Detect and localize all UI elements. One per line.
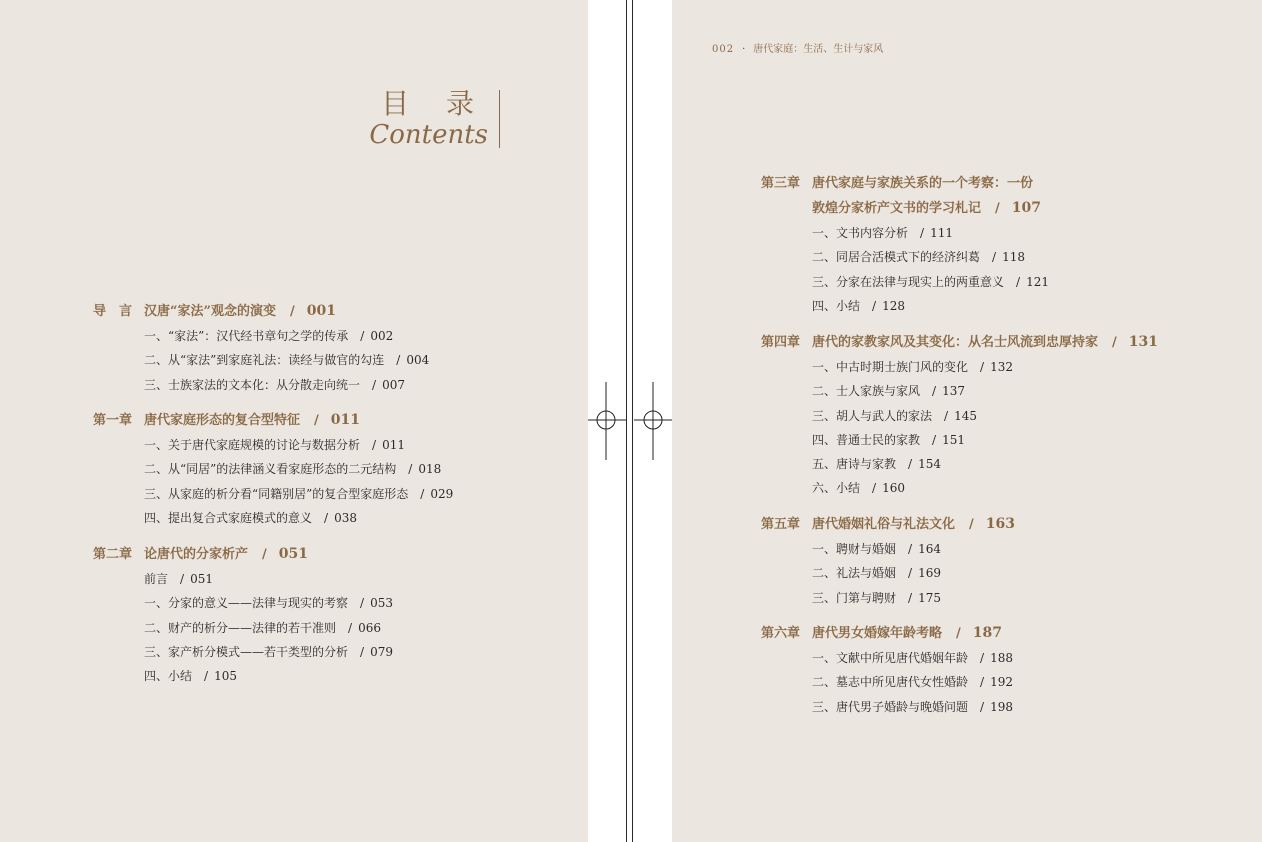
section-title: 一、中古时期士族门风的变化	[812, 360, 969, 374]
toc-entry[interactable]	[144, 457, 453, 481]
page-separator: /	[969, 517, 974, 532]
toc-title-english: Contents	[369, 120, 488, 150]
toc-entry[interactable]	[812, 404, 1158, 428]
running-header-separator: ·	[742, 44, 746, 55]
section-page-number: 192	[990, 675, 1013, 690]
running-header-book-title: 唐代家庭：生活、生计与家风	[753, 44, 884, 55]
running-header	[712, 43, 883, 57]
toc-entry[interactable]	[812, 476, 1158, 500]
page-separator: /	[360, 329, 365, 343]
section-title: 二、从“同居”的法律涵义看家庭形态的二元结构	[144, 462, 397, 477]
chapter-page-number: 051	[278, 546, 308, 562]
section-page-number: 121	[1026, 274, 1049, 289]
chapter-label: 第三章	[761, 176, 801, 191]
toc-entry[interactable]	[812, 646, 1013, 670]
section-page-number: 038	[334, 510, 357, 525]
toc-entry[interactable]	[812, 537, 1015, 561]
toc-entry[interactable]	[144, 640, 393, 664]
chapter-title: 唐代婚姻礼俗与礼法文化	[812, 517, 956, 532]
page-separator: /	[944, 408, 949, 423]
registration-mark-icon	[634, 382, 672, 460]
toc-entry[interactable]	[144, 616, 393, 640]
section-title: 一、文书内容分析	[812, 226, 909, 240]
section-page-number: 118	[1002, 250, 1025, 265]
section-title: 四、小结	[812, 298, 861, 313]
toc-chapter-intro	[93, 299, 429, 397]
right-page	[672, 0, 1262, 842]
section-page-number: 105	[214, 669, 237, 684]
page-separator: /	[324, 510, 329, 525]
page-separator: /	[980, 675, 985, 690]
section-title: 四、小结	[144, 669, 193, 684]
section-page-number: 164	[918, 542, 941, 556]
chapter-heading[interactable]	[761, 330, 1158, 355]
toc-entry[interactable]	[812, 670, 1013, 694]
page-separator: /	[1016, 274, 1021, 289]
chapter-title: 汉唐“家法”观念的演变	[144, 304, 276, 319]
section-page-number: 066	[358, 620, 381, 635]
toc-entry[interactable]	[812, 270, 1049, 294]
chapter-page-number: 131	[1128, 334, 1158, 350]
section-title: 二、礼法与婚姻	[812, 566, 897, 581]
toc-entry[interactable]	[144, 591, 393, 615]
page-separator: /	[348, 620, 353, 635]
chapter-title-line1: 唐代家庭与家族关系的一个考察：一份	[812, 176, 1034, 191]
chapter-page-number: 107	[1011, 200, 1041, 216]
section-title: 六、小结	[812, 481, 861, 496]
page-separator: /	[360, 596, 365, 611]
section-page-number: 137	[942, 384, 965, 399]
toc-chapter-6	[761, 621, 1013, 719]
page-separator: /	[920, 226, 925, 240]
section-title: 二、士人家族与家风	[812, 384, 921, 399]
section-title: 二、从“家法”到家庭礼法：读经与做官的勾连	[144, 353, 385, 368]
chapter-label: 第六章	[761, 626, 801, 641]
chapter-page-number: 011	[330, 412, 360, 428]
toc-entry[interactable]	[144, 373, 429, 397]
section-list	[93, 324, 429, 397]
section-page-number: 160	[882, 481, 905, 496]
section-page-number: 079	[370, 644, 393, 659]
section-list	[761, 537, 1015, 610]
chapter-page-number: 001	[306, 303, 336, 319]
chapter-heading[interactable]	[761, 621, 1013, 646]
section-title: 三、家产析分模式——若干类型的分析	[144, 644, 349, 659]
page-separator: /	[932, 384, 937, 399]
chapter-heading[interactable]	[93, 408, 453, 433]
page-separator: /	[908, 542, 913, 556]
toc-entry[interactable]	[812, 561, 1015, 585]
page-separator: /	[314, 413, 319, 428]
chapter-heading[interactable]	[93, 542, 393, 567]
section-title: 一、聘财与婚姻	[812, 542, 897, 556]
section-page-number: 007	[382, 377, 405, 392]
left-page	[0, 0, 588, 842]
toc-entry[interactable]	[144, 348, 429, 372]
section-title: 前言	[144, 572, 169, 586]
title-vertical-rule	[499, 90, 500, 148]
chapter-page-number: 187	[972, 625, 1002, 641]
section-page-number: 154	[918, 457, 941, 472]
page-separator: /	[372, 377, 377, 392]
page-separator: /	[420, 486, 425, 501]
section-title: 二、财产的析分——法律的若干准则	[144, 620, 337, 635]
toc-entry[interactable]	[144, 433, 453, 457]
section-list	[93, 433, 453, 530]
section-title: 一、“家法”：汉代经书章句之学的传承	[144, 329, 349, 343]
toc-title-block	[369, 87, 500, 150]
section-title: 一、文献中所见唐代婚姻年龄	[812, 651, 969, 665]
section-page-number: 151	[942, 432, 965, 447]
toc-entry[interactable]	[812, 355, 1158, 379]
section-title: 一、分家的意义——法律与现实的考察	[144, 596, 349, 611]
page-separator: /	[956, 626, 961, 641]
chapter-heading[interactable]	[93, 299, 429, 324]
chapter-heading[interactable]	[761, 512, 1015, 537]
chapter-label: 导 言	[93, 304, 133, 319]
chapter-heading[interactable]	[761, 172, 1049, 221]
toc-entry[interactable]	[812, 294, 1049, 318]
toc-chapter-4	[761, 330, 1158, 501]
section-page-number: 169	[918, 566, 941, 581]
section-list	[761, 646, 1013, 719]
page-separator: /	[908, 457, 913, 472]
section-title: 二、同居合活模式下的经济纠葛	[812, 250, 981, 265]
chapter-title: 唐代男女婚嫁年龄考略	[812, 626, 943, 641]
gutter-line-left	[626, 0, 627, 842]
section-title: 三、门第与聘财	[812, 590, 897, 605]
section-title: 三、从家庭的析分看“同籍别居”的复合型家庭形态	[144, 486, 409, 501]
chapter-label: 第四章	[761, 335, 801, 350]
toc-entry[interactable]	[812, 586, 1015, 610]
chapter-label: 第二章	[93, 547, 133, 562]
page-separator: /	[932, 432, 937, 447]
toc-entry[interactable]	[812, 221, 1049, 245]
section-page-number: 188	[990, 651, 1013, 665]
toc-chapter-2	[93, 542, 393, 688]
toc-entry[interactable]	[144, 567, 393, 591]
chapter-title: 唐代家庭形态的复合型特征	[144, 413, 301, 428]
page-separator: /	[992, 250, 997, 265]
section-title: 三、唐代男子婚龄与晚婚问题	[812, 699, 969, 714]
toc-entry[interactable]	[812, 379, 1158, 403]
section-title: 五、唐诗与家教	[812, 457, 897, 472]
page-separator: /	[872, 481, 877, 496]
section-page-number: 128	[882, 298, 905, 313]
section-page-number: 132	[990, 360, 1013, 374]
toc-chapter-1	[93, 408, 453, 530]
section-title: 三、胡人与武人的家法	[812, 408, 933, 423]
page-separator: /	[372, 438, 377, 452]
section-title: 四、提出复合式家庭模式的意义	[144, 510, 313, 525]
page-separator: /	[980, 651, 985, 665]
chapter-label: 第一章	[93, 413, 133, 428]
chapter-label: 第五章	[761, 517, 801, 532]
registration-mark-icon	[588, 382, 626, 460]
chapter-title: 论唐代的分家析产	[144, 547, 249, 562]
page-separator: /	[289, 304, 295, 319]
section-list	[761, 221, 1049, 318]
toc-entry[interactable]	[812, 452, 1158, 476]
toc-chapter-5	[761, 512, 1015, 610]
page-separator: /	[908, 590, 913, 605]
section-title: 一、关于唐代家庭规模的讨论与数据分析	[144, 438, 361, 452]
section-page-number: 029	[430, 486, 454, 501]
toc-entry[interactable]	[144, 506, 453, 530]
section-page-number: 111	[930, 226, 953, 240]
chapter-page-number: 163	[985, 516, 1015, 532]
toc-chapter-3	[761, 172, 1049, 318]
page-separator: /	[980, 360, 985, 374]
section-page-number: 175	[918, 590, 941, 605]
section-page-number: 051	[190, 572, 213, 586]
page-separator: /	[872, 298, 877, 313]
chapter-title: 唐代的家教家风及其变化：从名士风流到忠厚持家	[812, 335, 1099, 350]
toc-entry[interactable]	[144, 664, 393, 688]
page-separator: /	[262, 547, 267, 562]
toc-entry[interactable]	[812, 695, 1013, 719]
section-title: 四、普通士民的家教	[812, 432, 921, 447]
section-page-number: 002	[370, 329, 394, 343]
toc-entry[interactable]	[144, 482, 453, 506]
gutter-line-right	[632, 0, 633, 842]
section-list	[761, 355, 1158, 501]
toc-entry[interactable]	[812, 428, 1158, 452]
page-separator: /	[908, 566, 913, 581]
section-page-number: 145	[954, 408, 977, 423]
section-list	[93, 567, 393, 688]
toc-entry[interactable]	[812, 245, 1049, 269]
section-page-number: 018	[418, 462, 442, 477]
section-page-number: 198	[990, 699, 1013, 714]
page-separator: /	[1112, 335, 1117, 350]
section-title: 三、士族家法的文本化：从分散走向统一	[144, 377, 361, 392]
section-page-number: 011	[382, 438, 405, 452]
page-separator: /	[980, 699, 985, 714]
running-header-page-number: 002	[712, 44, 735, 55]
section-page-number: 053	[370, 596, 393, 611]
section-page-number: 004	[406, 353, 430, 368]
page-separator: /	[396, 353, 401, 368]
page-separator: /	[204, 669, 209, 684]
page-separator: /	[408, 462, 413, 477]
section-title: 二、墓志中所见唐代女性婚龄	[812, 675, 969, 690]
page-separator: /	[995, 201, 1000, 216]
chapter-title-line2: 敦煌分家析产文书的学习札记	[812, 201, 982, 216]
section-title: 三、分家在法律与现实上的两重意义	[812, 274, 1005, 289]
toc-title-chinese: 目 录	[381, 87, 488, 120]
toc-entry[interactable]	[144, 324, 429, 348]
page-separator: /	[360, 644, 365, 659]
page-separator: /	[180, 572, 185, 586]
